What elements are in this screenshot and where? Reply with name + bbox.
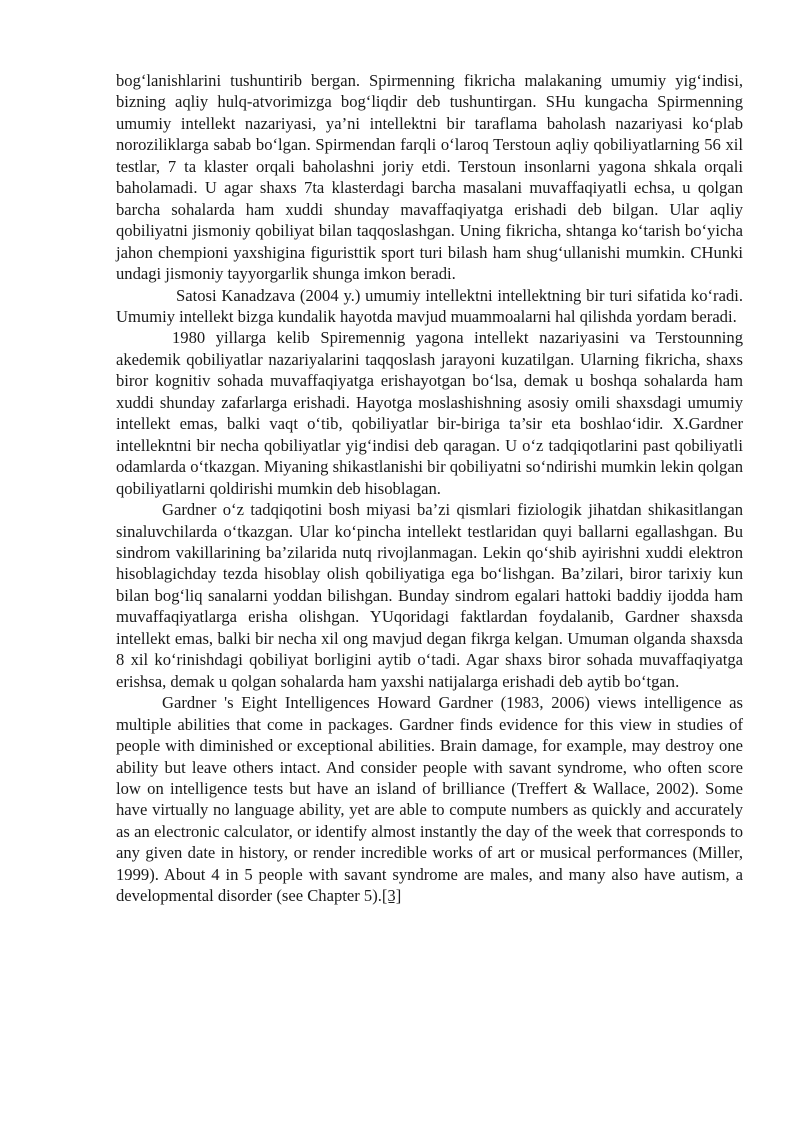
footnote-link[interactable]: [3] <box>381 886 402 906</box>
paragraph-1980s: 1980 yillarga kelib Spiremennig yagona intellekt nazariyasini va Terstounning akedemik qobiliyatlar nazariyalarini taqqoslash jarayoni kuzatilgan. Ularning fikricha, shaxs biror kognitiv sohada muvaffaqiyatga erishayotgan bo‘lsa, demak u boshqa sohalarda ham xuddi shunday zafarlarga erishadi. Hayotga moslashishning asosiy omili shaxsdagi umumiy intellekt emas, balki vaqt o‘tib, qobiliyatlar bir-biriga ta’sir eta boshlao‘idir. X.Gardner intellekntni bir necha qobiliyatlar yig‘indisi deb qaragan. U o‘z tadqiqotlarini past qobiliyatli odamlarda o‘tkazgan. Miyaning shikastlanishi bir qobiliyatni so‘ndirishi mumkin lekin qolgan qobiliyatlarni qoldirishi mumkin deb hisoblagan. <box>116 328 743 498</box>
paragraph-gardner-research: Gardner o‘z tadqiqotini bosh miyasi ba’zi qismlari fiziologik jihatdan shikasitlangan sinaluvchilarda o‘tkazgan. Ular ko‘pincha intellekt testlaridan quyi ballarni egallashgan. Bu sindrom vakillarining ba’zilarida nutq rivojlanmagan. Lekin qo‘shib ayirishni xuddi elektron hisoblagichday tezda hisoblay olish qobiliyatiga ega bo‘lishgan. Ba’zilari, biror tarixiy kun bilan bog‘liq sanalarni yoddan bilishgan. Bunday sindrom egalari hattoki baddiy ijodda ham muvaffaqiyatlarga erisha olishgan. YUqoridagi faktlardan foydalanib, Gardner shaxsda intellekt emas, balki bir necha xil ong mavjud degan fikrga kelgan. Umuman olganda shaxsda 8 xil ko‘rinishdagi qobiliyat borligini aytib o‘tadi. Agar shaxs biror sohada muvaffaqiyatga erishsa, demak u qolgan sohalarda ham yaxshi natijalarga erishadi deb aytib bo‘tgan. <box>116 500 743 691</box>
paragraph-kanazawa: Satosi Kanadzava (2004 y.) umumiy intellektni intellektning bir turi sifatida ko‘radi. Umumiy intellekt bizga kundalik hayotda mavjud muammoalarni hal qilishda yordam beradi. <box>116 285 743 326</box>
paragraph-gardner-english <box>116 692 743 907</box>
paragraph-spearman-thurstone: bog‘lanishlarini tushuntirib bergan. Spirmenning fikricha malakaning umumiy yig‘indisi, bizning aqliy hulq-atvorimizga bog‘liqdir deb tushuntirgan. SHu kungacha Spirmenning umumiy intellekt nazariyasi, ya’ni intellektni bir taraflama baholash nazariyasi ko‘plab noroziliklarga sabab bo‘lgan. Spirmendan farqli o‘laroq Terstoun aqliy qobiliyatlarning 56 xil testlar, 7 ta klaster orqali baholashni joriy etdi. Terstoun insonlarni yagona shkala orqali baholamadi. U agar shaxs 7ta klasterdagi barcha masalani muvaffaqiyatli echsa, u qolgan barcha sohalarda ham xuddi shunday mavaffaqiyatga erishadi deb bilgan. Ular aqliy qobiliyatni jismoniy qobiliyat bilan taqqoslashgan. Uning fikricha, shtanga ko‘tarish bo‘yicha jahon chempioni yaxshigina figuristtik sport turi bilash ham shug‘ullanishi mumkin. CHunki undagi jismoniy tayyorgarlik shunga imkon beradi. <box>116 71 743 284</box>
document-page <box>116 70 743 907</box>
paragraph-gardner-english-text: Gardner 's Eight Intelligences Howard Gardner (1983, 2006) views intelligence as multiple abilities that come in packages. Gardner finds evidence for this view in studies of people with diminished or exceptional abilities. Brain damage, for example, may destroy one ability but leave others intact. And consider people with savant syndrome, who often score low on intelligence tests but have an island of brilliance (Treffert & Wallace, 2002). Some have virtually no language ability, yet are able to compute numbers as quickly and accurately as an electronic calculator, or identify almost instantly the day of the week that corresponds to any given date in history, or render incredible works of art or musical performances (Miller, 1999). About 4 in 5 people with savant syndrome are males, and many also have autism, a developmental disorder (see Chapter 5). <box>116 693 743 906</box>
